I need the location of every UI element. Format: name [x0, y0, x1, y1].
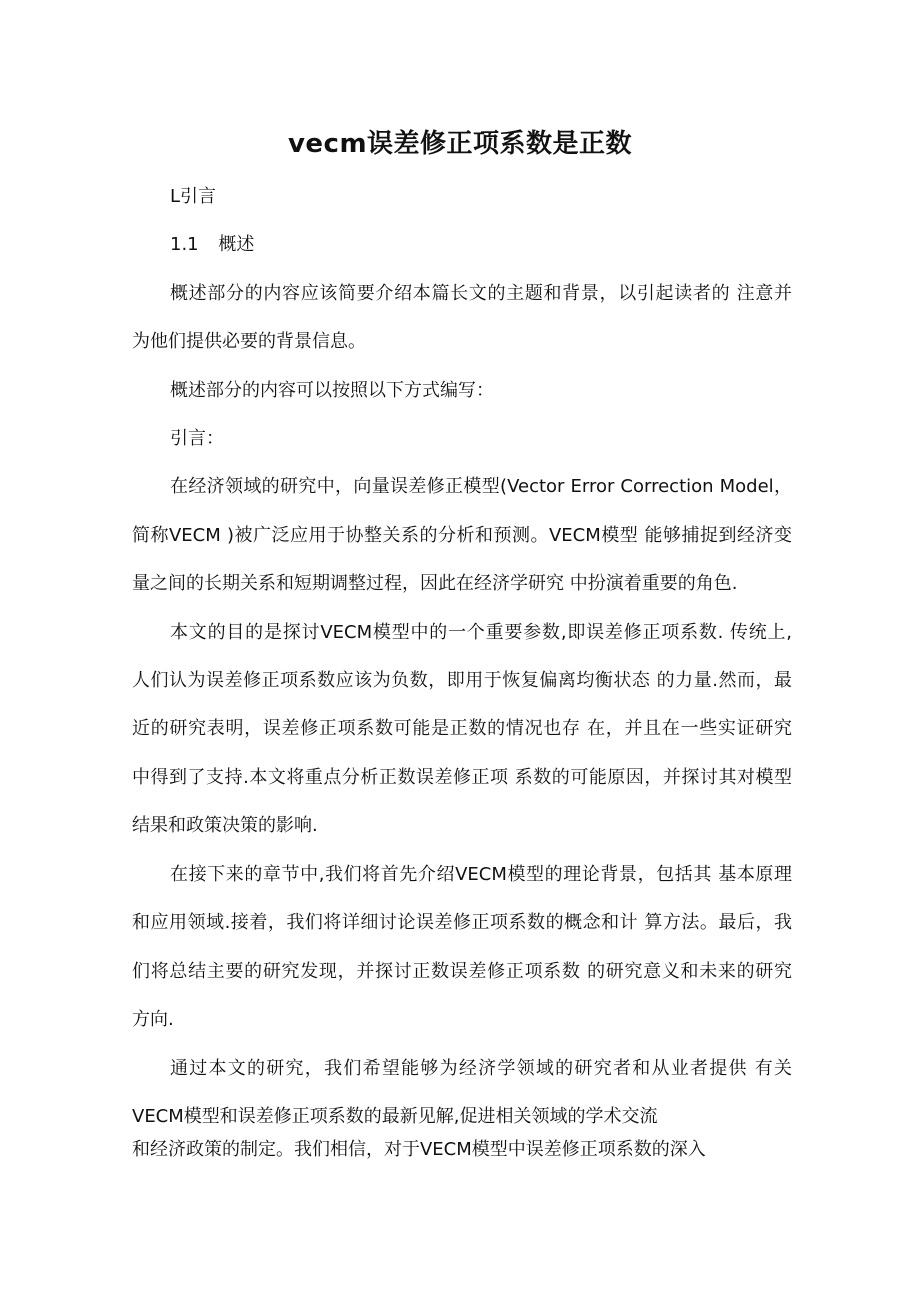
paragraph-line: 引言： — [170, 428, 224, 449]
paragraph-line: 本文的目的是探讨VECM模型中的一个重要参数,即误差修正项系数. 传统上, — [170, 622, 792, 643]
paragraph-line: 中得到了支持.本文将重点分析正数误差修正项 系数的可能原因，并探讨其对模型 — [132, 767, 792, 788]
paragraph-line: VECM模型和误差修正项系数的最新见解,促进相关领域的学术交流 — [132, 1106, 658, 1127]
paragraph-line: 和应用领域.接着，我们将详细讨论误差修正项系数的概念和计 算方法。最后，我 — [132, 912, 792, 933]
paragraph-line: 简称VECM )被广泛应用于协整关系的分析和预测。VECM模型 能够捕捉到经济变 — [132, 525, 792, 546]
section-heading-introduction: L引言 — [170, 186, 217, 207]
document-title: vecm误差修正项系数是正数 — [287, 129, 633, 159]
paragraph-line: 方向. — [132, 1009, 174, 1030]
paragraph-line: 近的研究表明，误差修正项系数可能是正数的情况也存 在，并且在一些实证研究 — [132, 718, 792, 739]
paragraph-line: 在经济领域的研究中，向量误差修正模型(Vector Error Correction Model， — [170, 476, 792, 497]
paragraph-line: 们将总结主要的研究发现，并探讨正数误差修正项系数 的研究意义和未来的研究 — [132, 961, 792, 982]
paragraph-line: 为他们提供必要的背景信息。 — [132, 331, 366, 352]
paragraph-line: 概述部分的内容可以按照以下方式编写： — [170, 380, 494, 401]
paragraph-line: 人们认为误差修正项系数应该为负数，即用于恢复偏离均衡状态 的力量.然而，最 — [132, 670, 792, 691]
paragraph-line: 和经济政策的制定。我们相信，对于VECM模型中误差修正项系数的深入 — [132, 1139, 706, 1160]
paragraph-line: 量之间的长期关系和短期调整过程，因此在经济学研究 中扮演着重要的角色. — [132, 573, 738, 594]
paragraph-line: 概述部分的内容应该简要介绍本篇长文的主题和背景，以引起读者的 注意并 — [170, 283, 792, 304]
paragraph-line: 结果和政策决策的影响. — [132, 815, 318, 836]
paragraph-line: 在接下来的章节中,我们将首先介绍VECM模型的理论背景，包括其 基本原理 — [170, 864, 792, 885]
subsection-heading-overview: 1.1 概述 — [170, 234, 255, 255]
paragraph-line: 通过本文的研究，我们希望能够为经济学领域的研究者和从业者提供 有关 — [170, 1058, 792, 1079]
